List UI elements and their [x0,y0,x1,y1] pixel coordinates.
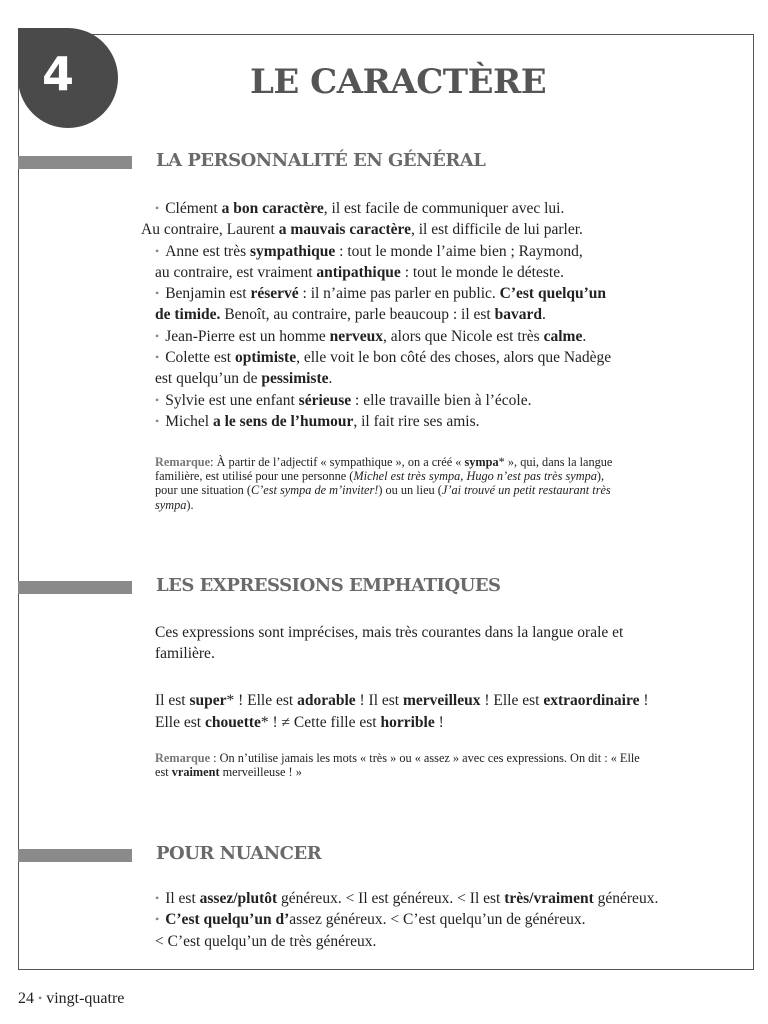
text-segment: ! Elle est [480,692,544,709]
remark-line [155,751,730,765]
bullet-icon: • [155,912,160,927]
bullet-icon: • [155,328,160,343]
key-term: antipathique [316,263,401,281]
key-term: de timide. [155,306,221,324]
text-line [155,198,735,219]
remark-text: familière, est utilisé pour une personne ( [155,469,354,484]
text-line [155,368,735,389]
bullet-icon: • [155,891,160,905]
text-segment: Elle est [155,714,205,731]
text-line [155,888,735,909]
remark-line [155,498,730,512]
remark-italic: sympa [155,497,187,512]
bullet-icon: • [155,350,160,365]
text-segment: généreux. [593,890,659,907]
text-line [155,326,735,347]
key-term: sérieuse [298,391,352,409]
text-segment: Colette est [165,349,235,367]
remark-bold: sympa [464,455,499,469]
key-term: adorable [297,692,356,709]
key-term: horrible [380,714,435,731]
key-term: sympathique [250,242,336,260]
text-segment: Anne est très [165,242,250,260]
text-segment: : elle travaille bien à l’école. [351,391,532,409]
key-term: extraordinaire [543,692,640,709]
page-footer [18,990,124,1008]
remark-text: ) ou un lieu ( [378,483,442,498]
key-term: bavard [494,306,542,324]
key-term: a le sens de l’humour [212,412,354,430]
remark-text: : À partir de l’adjectif « sympathique », on a créé « [210,455,465,469]
bullet-icon: • [155,413,160,428]
text-line [155,283,735,304]
key-term: C’est quelqu’un d’ [165,911,290,929]
text-segment: assez généreux. < C’est quelqu’un de généreux. [289,911,586,929]
text-segment: : tout le monde l’aime bien ; Raymond, [335,242,583,260]
key-term: a mauvais caractère [278,221,411,239]
text-segment: ! Il est [355,692,403,709]
section-bar [18,581,132,594]
nuancer-text [155,888,735,952]
text-segment: . [582,327,587,345]
section-bar [18,156,132,169]
text-segment: Jean-Pierre est un homme [165,327,330,345]
key-term: super [189,692,227,709]
bullet-icon: • [155,201,160,215]
remark-bold: vraiment [171,765,220,780]
remark-label: Remarque [155,751,211,765]
text-line [155,411,735,432]
text-line [155,262,735,283]
remark-tres-assez [155,751,730,779]
text-line [141,219,735,240]
text-segment: Il est [165,890,200,907]
remark-italic: C’est sympa de m’inviter! [250,483,379,498]
bullet-icon: • [38,991,43,1005]
key-term: chouette [204,714,261,731]
text-segment: , alors que Nicole est très [383,327,544,345]
bullet-icon: • [155,392,160,407]
bullet-icon: • [155,286,160,301]
expressions-intro [155,622,735,665]
key-term: pessimiste [261,370,329,388]
remark-text: pour une situation ( [155,483,251,498]
text-line [155,712,735,734]
text-segment: Sylvie est une enfant [165,391,299,409]
chapter-number-badge [18,28,118,128]
section-title-nuancer: POUR NUANCER [156,843,322,864]
expressions-examples [155,690,735,734]
text-line [155,909,735,930]
page-number: 24 [18,990,34,1007]
text-segment: généreux. < Il est généreux. < Il est [277,890,505,907]
remark-text: ). [186,497,194,512]
text-segment: Au contraire, Laurent [141,221,279,239]
text-segment: Il est [155,692,190,709]
intro-line: Ces expressions sont imprécises, mais très courantes dans la langue orale et [155,624,624,641]
remark-text: est [155,765,172,780]
remark-italic: Michel est très sympa, Hugo n’est pas très sympa [353,469,597,484]
text-segment: Benoît, au contraire, parle beaucoup : il est [220,306,495,324]
remark-label: Remarque [155,455,211,469]
text-segment: < C’est quelqu’un de très généreux. [155,932,377,950]
text-line [155,690,735,712]
bullet-icon: • [155,243,160,258]
key-term: nerveux [329,327,384,345]
text-segment: ! [639,692,649,709]
text-segment: * ! Elle est [226,692,298,709]
remark-text: ), [596,469,605,484]
remark-line [155,469,730,483]
text-line [155,931,735,952]
personnalite-text [141,198,735,432]
remark-text: : On n’utilise jamais les mots « très » ou « assez » avec ces expressions. On dit : « Elle [210,751,640,765]
text-segment: * ! ≠ Cette fille est [260,714,381,731]
chapter-number: 4 [41,47,74,101]
key-term: optimiste [234,349,297,367]
remark-italic: J’ai trouvé un petit restaurant très [441,483,611,498]
key-term: très/vraiment [504,890,594,907]
text-segment: : tout le monde le déteste. [400,263,564,281]
text-line [155,241,735,262]
text-segment: Benjamin est [165,285,251,303]
key-term: a bon caractère [221,200,324,217]
key-term: merveilleux [403,692,481,709]
text-segment: : il n’aime pas parler en public. [298,285,500,303]
text-line [155,390,735,411]
page-number-words: vingt-quatre [46,990,125,1007]
text-line [155,347,735,368]
remark-sympa [155,455,730,512]
text-segment: , il est difficile de lui parler. [411,221,583,239]
text-segment: . [328,370,333,388]
remark-line [155,483,730,497]
text-segment: . [541,306,546,324]
remark-text: * », qui, dans la langue [498,455,613,469]
key-term: calme [543,327,583,345]
key-term: assez/plutôt [199,890,278,907]
key-term: réservé [250,285,299,303]
remark-line [155,765,730,779]
section-bar [18,849,132,862]
section-title-personnalite: LA PERSONNALITÉ EN GÉNÉRAL [156,150,486,171]
intro-line: familière. [155,645,215,663]
page-title: LE CARACTÈRE [250,62,547,102]
text-segment: , il fait rire ses amis. [353,412,480,430]
text-segment: est quelqu’un de [155,370,262,388]
text-segment: , il est facile de communiquer avec lui. [323,200,565,217]
text-segment: Clément [165,200,222,217]
text-segment: ! [434,714,444,731]
remark-text: merveilleuse ! » [219,765,302,780]
section-title-expressions: LES EXPRESSIONS EMPHATIQUES [156,575,501,596]
text-segment: Michel [165,412,213,430]
text-segment: , elle voit le bon côté des choses, alors que Nadège [296,349,612,367]
text-segment: au contraire, est vraiment [155,263,317,281]
remark-line [155,455,730,469]
text-line [155,304,735,325]
key-term: C’est quelqu’un [499,285,607,303]
